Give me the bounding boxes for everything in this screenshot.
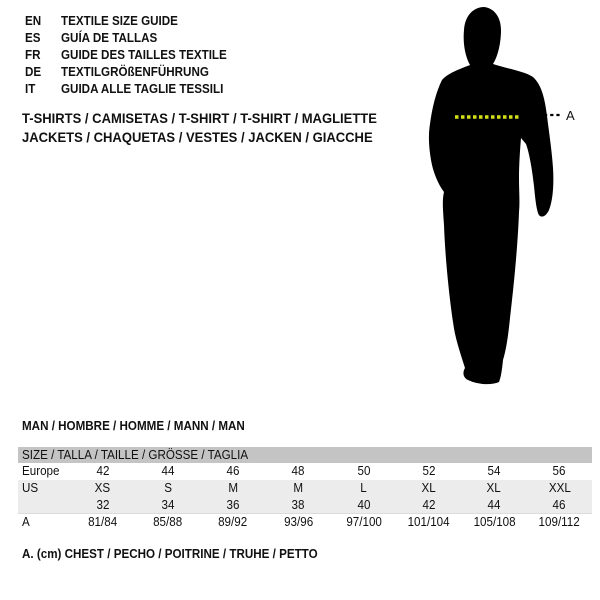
language-row-en <box>25 13 239 30</box>
table-cell: 46 <box>226 464 240 478</box>
row-label: A <box>22 515 30 529</box>
language-code: DE <box>25 65 42 79</box>
table-cell: 56 <box>552 464 566 478</box>
table-cell: 85/88 <box>153 515 183 529</box>
table-cell: 44 <box>161 464 175 478</box>
language-row-de <box>25 64 239 81</box>
language-list <box>25 13 239 98</box>
table-cell: 48 <box>291 464 305 478</box>
language-code: IT <box>25 82 36 96</box>
language-label: GUÍA DE TALLAS <box>61 31 158 45</box>
language-label: TEXTILGRÖßENFÜHRUNG <box>61 65 209 79</box>
table-cell: S <box>163 481 172 495</box>
table-cell: 36 <box>226 498 240 512</box>
table-cell: 93/96 <box>283 515 313 529</box>
table-row-europe <box>18 463 592 480</box>
table-cell: 109/112 <box>538 515 580 529</box>
table-cell: L <box>360 481 367 495</box>
table-cell: 105/108 <box>473 515 516 529</box>
table-cell: XL <box>487 481 502 495</box>
table-cell: 42 <box>96 464 110 478</box>
table-cell: XXL <box>548 481 571 495</box>
table-cell: 54 <box>487 464 501 478</box>
section-title-man: MAN / HOMBRE / HOMME / MANN / MAN <box>22 419 245 433</box>
table-cell: 81/84 <box>88 515 118 529</box>
table-cell: 38 <box>291 498 305 512</box>
language-label: GUIDE DES TAILLES TEXTILE <box>61 48 227 62</box>
footnote-chest: A. (cm) CHEST / PECHO / POITRINE / TRUHE / PETTO <box>22 547 318 561</box>
table-cell: 97/100 <box>345 515 382 529</box>
category-block <box>22 109 404 146</box>
table-cell: 42 <box>422 498 436 512</box>
language-row-fr <box>25 47 239 64</box>
language-label: GUIDA ALLE TAGLIE TESSILI <box>61 82 224 96</box>
measure-label-a: A <box>566 108 575 123</box>
language-label: TEXTILE SIZE GUIDE <box>61 14 178 28</box>
table-cell: 50 <box>357 464 371 478</box>
language-code: ES <box>25 31 41 45</box>
table-row-us-numeric <box>18 497 592 514</box>
language-code: FR <box>25 48 41 62</box>
table-cell: M <box>228 481 238 495</box>
table-cell: 46 <box>552 498 566 512</box>
size-table <box>18 447 592 531</box>
table-cell: M <box>293 481 304 495</box>
size-table-header: SIZE / TALLA / TAILLE / GRÖSSE / TAGLIA <box>18 447 592 463</box>
table-cell: 89/92 <box>218 515 248 529</box>
row-label: Europe <box>22 464 60 478</box>
table-cell: 44 <box>487 498 501 512</box>
table-cell: 52 <box>422 464 436 478</box>
language-code: EN <box>25 14 42 28</box>
man-silhouette-figure <box>400 0 600 400</box>
man-silhouette <box>429 7 553 384</box>
table-cell: 34 <box>161 498 175 512</box>
table-cell: 101/104 <box>407 515 450 529</box>
language-row-es <box>25 30 239 47</box>
category-line-jackets: JACKETS / CHAQUETAS / VESTES / JACKEN / GIACCHE <box>22 128 373 145</box>
row-label <box>18 497 70 514</box>
category-line-tshirts: T-SHIRTS / CAMISETAS / T-SHIRT / T-SHIRT / MAGLIETTE <box>22 110 377 126</box>
row-label: US <box>22 481 39 495</box>
table-cell: XL <box>421 481 436 495</box>
table-row-a-chest <box>18 514 592 531</box>
table-cell: 40 <box>357 498 371 512</box>
table-cell: XS <box>94 481 111 495</box>
table-cell: 32 <box>96 498 110 512</box>
table-row-us <box>18 480 592 497</box>
language-row-it <box>25 81 239 98</box>
